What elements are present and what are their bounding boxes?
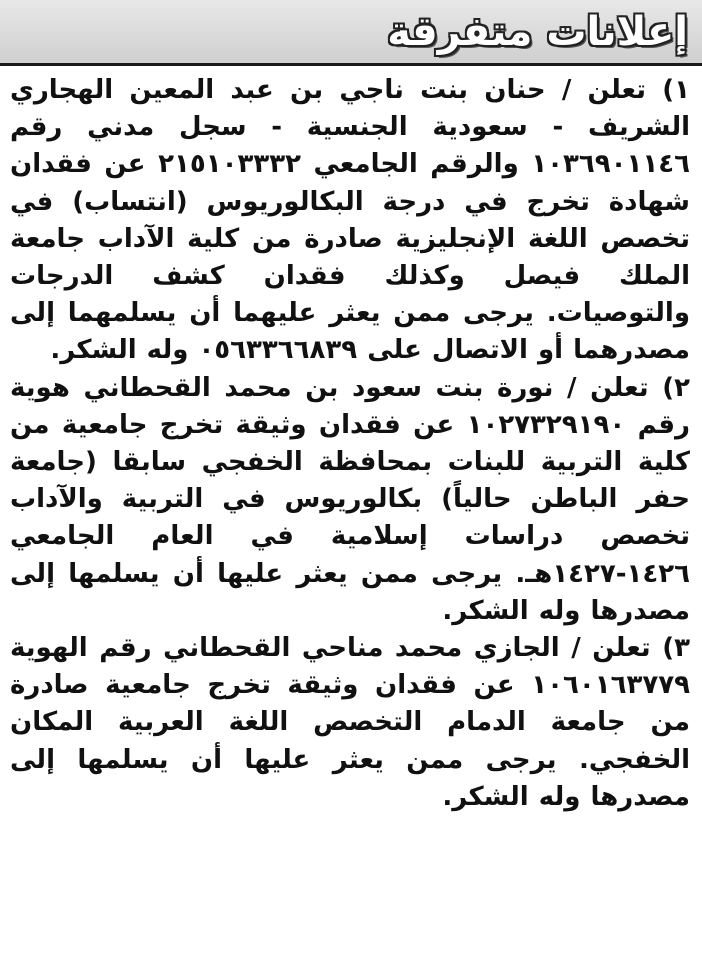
ad-text: تعلن / الجازي محمد مناحي القحطاني رقم الهوية ١٠٦٠١٦٣٧٧٩ عن فقدان وثيقة تخرج جامعية صادرة من جامعة الدمام التخصص اللغة العربية المكان الخفجي. يرجى ممن يعثر عليها أن يسلمها إلى مصدرها وله الشكر.	[10, 633, 690, 812]
section-header	[0, 0, 702, 66]
ad-number: ٣)	[662, 633, 690, 664]
ad-text: تعلن / حنان بنت ناجي بن عبد المعين الهجاري الشريف - سعودية الجنسية - سجل مدني رقم ١٠٣٦٩٠١١٤٦ والرقم الجامعي ٢١٥١٠٣٣٣٢ عن فقدان شهادة تخرج في درجة البكالوريوس (انتساب) في تخصص اللغة الإنجليزية صادرة من كلية الآداب جامعة الملك فيصل وكذلك فقدان كشف الدرجات والتوصيات. يرجى ممن يعثر عليهما أن يسلمهما إلى مصدرهما أو الاتصال على ٠٥٦٣٣٦٦٨٣٩ وله الشكر.	[10, 75, 690, 366]
ad-item-1	[10, 72, 690, 370]
ad-number: ٢)	[662, 372, 690, 403]
ad-item-3	[10, 630, 690, 816]
ad-text: تعلن / نورة بنت سعود بن محمد القحطاني هوية رقم ١٠٢٧٣٢٩١٩٠ عن فقدان وثيقة تخرج جامعية من كلية التربية للبنات بمحافظة الخفجي سابقا (جامعة حفر الباطن حالياً) بكالوريوس في التربية والآداب تخصص دراسات إسلامية في العام الجامعي ١٤٢٦-١٤٢٧هـ. يرجى ممن يعثر عليها أن يسلمها إلى مصدرها وله الشكر.	[10, 372, 690, 626]
section-title: إعلانات متفرقة	[387, 9, 688, 55]
ads-list	[0, 72, 702, 816]
ad-number: ١)	[662, 75, 690, 105]
ad-item-2	[10, 370, 690, 630]
